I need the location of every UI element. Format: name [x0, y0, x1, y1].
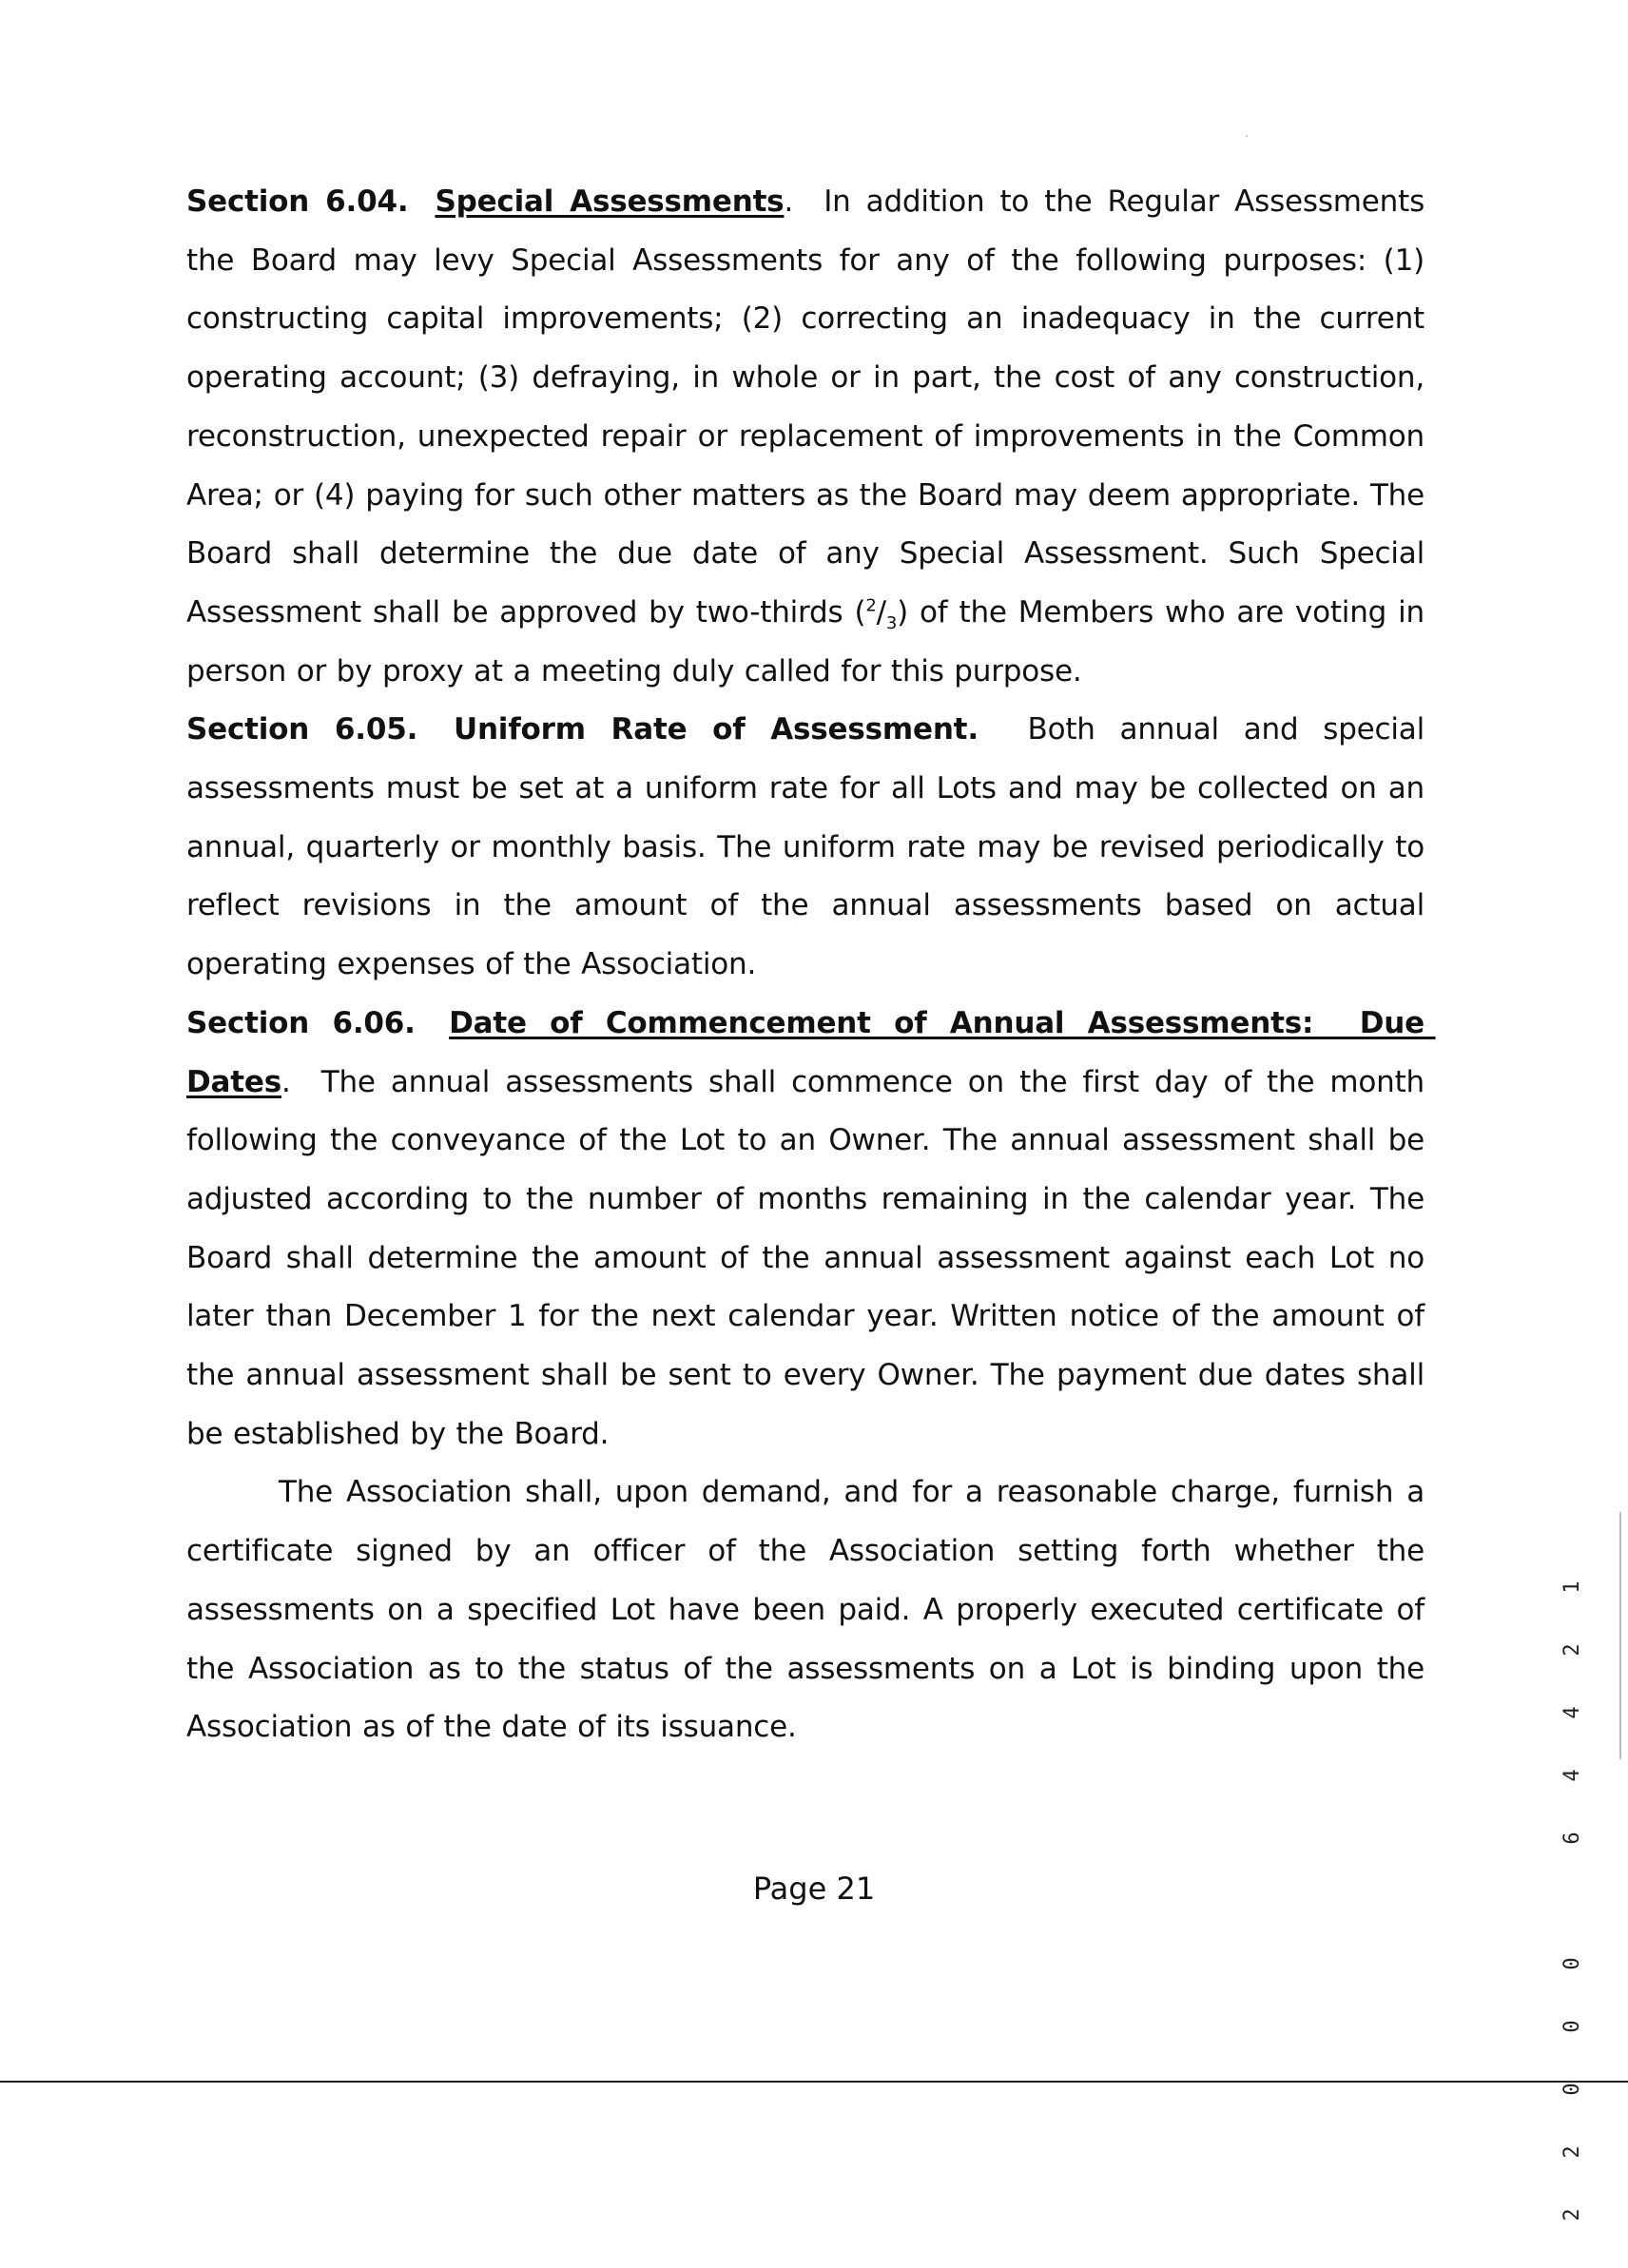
section-text: In addition to the Regular Assessments the Board may levy Special Assessments for any of the following purposes: (1) constructing capital improvements; (2) correcting an inadequacy in the current operating account; (3) defraying, in whole or in part, the cost of any construction, reconstruction, unexpected repair or replacement of improvements in the Common Area; or (4) paying for such other matters as the Board may deem appropriate. The Board shall determine the due date of any Special Assessment. Such Special Assessment shall be approved by two-thirds ( — [186, 184, 1425, 630]
section-number: Section 6.06. — [186, 1005, 416, 1040]
stamp-digit: 0 — [1560, 2020, 1584, 2033]
stamp-digit: 6 — [1560, 1832, 1584, 1845]
stamp-digit: 1 — [1560, 1580, 1584, 1594]
section-text: The annual assessments shall commence on the first day of the month following the conveyance of the Lot to an Owner. The annual assessment shall be adjusted according to the number of months remaining in the calendar year. The Board shall determine the amount of the annual assessment against each Lot no later than December 1 for the next calendar year. Written notice of the amount of the annual assessment shall be sent to every Owner. The payment due dates shall be established by the Board. — [186, 1064, 1424, 1451]
stamp-digit: 2 — [1560, 2145, 1584, 2159]
stamp-digit: 2 — [1560, 1643, 1584, 1657]
stamp-digit: 2 — [1560, 2208, 1584, 2221]
page-number: Page 21 — [752, 1871, 876, 1907]
section-title: Special Assessments — [435, 184, 785, 219]
fraction-two-thirds: $^2/_3$ — [865, 594, 898, 634]
stamp-digit: 0 — [1560, 1957, 1584, 1970]
stamp-digit: 0 — [1560, 2083, 1584, 2096]
scan-bottom-edge — [0, 2081, 1628, 2083]
section-6-05 — [186, 701, 1424, 995]
section-6-06-paragraph-2 — [186, 1464, 1424, 1757]
section-title-punct: . — [967, 712, 979, 747]
section-title-punct: . — [784, 184, 794, 219]
stamp-digit: 4 — [1560, 1706, 1584, 1719]
document-body — [186, 173, 1436, 1757]
stamp-digit: 4 — [1560, 1769, 1584, 1782]
section-title-punct: . — [281, 1064, 291, 1099]
section-6-04 — [186, 173, 1424, 701]
section-number: Section 6.04. — [186, 184, 409, 219]
scan-edge-line — [1619, 1512, 1621, 1759]
fraction-numerator: 2 — [865, 595, 877, 616]
scan-speck — [1246, 135, 1248, 137]
section-number: Section 6.05. — [186, 712, 418, 747]
section-6-06 — [186, 995, 1436, 1464]
section-text: Both annual and special assessments must be set at a uniform rate for all Lots and may be collected on an annual, quarterly or monthly basis. The uniform rate may be revised periodically to reflect revisions in the amount of the annual assessments based on actual operating expenses of the Association. — [186, 712, 1425, 982]
section-title: Uniform Rate of Assessment — [453, 712, 968, 747]
fraction-denominator: 3 — [885, 613, 898, 634]
section-text-continued: ) of the Members who are voting in person or by proxy at a meeting duly called for this purpose. — [186, 594, 1424, 688]
paragraph-text: The Association shall, upon demand, and for a reasonable charge, furnish a certificate signed by an officer of the Association setting forth whether the assessments on a specified Lot have been paid. A properly executed certificate of the Association as to the status of the assessments on a Lot is binding upon the Association as of the date of its issuance. — [186, 1475, 1424, 1745]
section-title: Date of Commencement of Annual Assessments: Due Dates — [186, 1005, 1436, 1099]
